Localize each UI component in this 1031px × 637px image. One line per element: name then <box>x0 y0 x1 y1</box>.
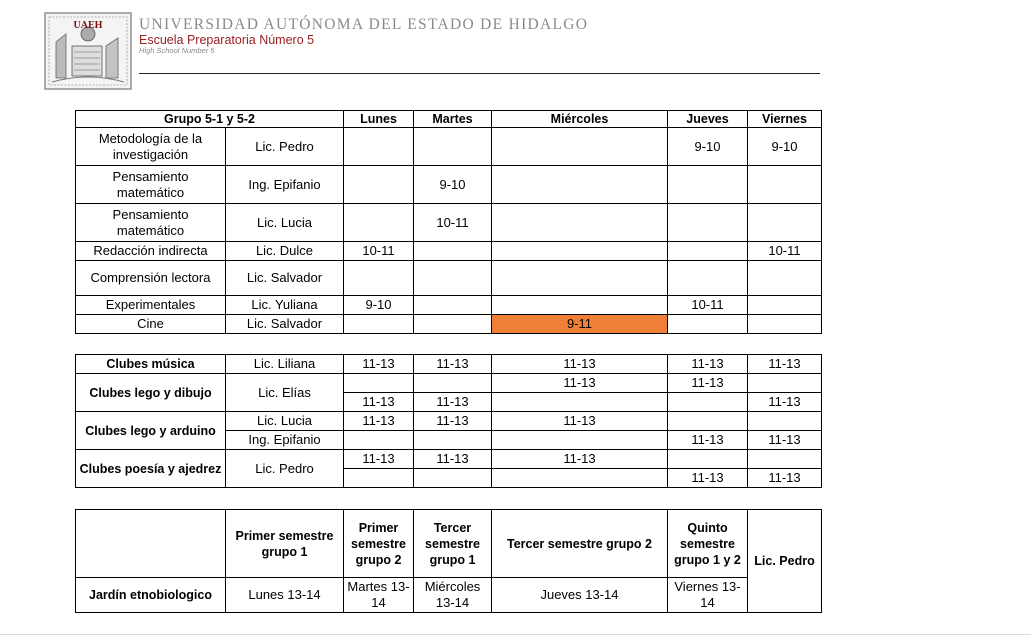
time-cell: 11-13 <box>492 450 668 469</box>
time-cell: 9-10 <box>414 166 492 204</box>
teacher-cell: Lic. Salvador <box>226 261 344 296</box>
schedule-header-day: Miércoles <box>492 111 668 128</box>
time-cell <box>748 315 822 334</box>
time-cell <box>492 128 668 166</box>
time-cell: 11-13 <box>492 355 668 374</box>
time-cell <box>344 374 414 393</box>
time-cell: 9-10 <box>668 128 748 166</box>
schedule-row <box>76 242 822 261</box>
time-cell <box>344 204 414 242</box>
schedule-header-day: Jueves <box>668 111 748 128</box>
garden-header-empty <box>76 510 226 578</box>
garden-table <box>75 509 822 613</box>
club-row <box>76 450 822 469</box>
time-cell <box>668 450 748 469</box>
time-cell: 11-13 <box>344 393 414 412</box>
garden-header: Primer semestre grupo 1 <box>226 510 344 578</box>
teacher-cell: Lic. Pedro <box>226 450 344 488</box>
schedule-header-day: Viernes <box>748 111 822 128</box>
schedule-header-day: Lunes <box>344 111 414 128</box>
time-cell: 11-13 <box>492 374 668 393</box>
time-cell <box>414 128 492 166</box>
time-cell <box>344 261 414 296</box>
time-cell <box>492 393 668 412</box>
clubs-table <box>75 354 822 488</box>
time-cell: 11-13 <box>748 431 822 450</box>
club-row <box>76 374 822 393</box>
time-cell: 10-11 <box>668 296 748 315</box>
teacher-cell: Ing. Epifanio <box>226 166 344 204</box>
club-name-cell: Clubes lego y dibujo <box>76 374 226 412</box>
schedule-row <box>76 315 822 334</box>
time-cell <box>668 412 748 431</box>
teacher-cell: Lic. Salvador <box>226 315 344 334</box>
garden-header: Tercer semestre grupo 1 <box>414 510 492 578</box>
time-cell <box>414 242 492 261</box>
schedule-row <box>76 204 822 242</box>
time-cell: Jueves 13-14 <box>492 578 668 613</box>
time-cell: 10-11 <box>748 242 822 261</box>
time-cell <box>344 315 414 334</box>
schedule-row <box>76 296 822 315</box>
time-cell: 11-13 <box>414 412 492 431</box>
header-divider <box>139 73 820 74</box>
teacher-cell: Lic. Lucia <box>226 204 344 242</box>
time-cell <box>492 204 668 242</box>
time-cell <box>748 412 822 431</box>
garden-name-cell: Jardín etnobiologico <box>76 578 226 613</box>
subject-cell: Pensamiento matemático <box>76 166 226 204</box>
garden-header-row <box>76 510 822 578</box>
garden-teacher-cell: Lic. Pedro <box>748 510 822 613</box>
time-cell <box>668 204 748 242</box>
school-name: Escuela Preparatoria Número 5 <box>139 33 315 47</box>
time-cell <box>414 261 492 296</box>
svg-text:UAEH: UAEH <box>73 20 103 31</box>
time-cell: Miércoles 13-14 <box>414 578 492 613</box>
subject-cell: Pensamiento matemático <box>76 204 226 242</box>
club-row <box>76 412 822 431</box>
schedule-row <box>76 166 822 204</box>
time-cell <box>748 450 822 469</box>
time-cell: 10-11 <box>414 204 492 242</box>
time-cell <box>748 296 822 315</box>
schedule-header-row <box>76 111 822 128</box>
time-cell <box>668 315 748 334</box>
time-cell: 11-13 <box>344 355 414 374</box>
footer-divider <box>0 634 1031 635</box>
time-cell <box>414 431 492 450</box>
subject-cell: Metodología de la investigación <box>76 128 226 166</box>
time-cell <box>492 261 668 296</box>
time-cell: 11-13 <box>748 393 822 412</box>
teacher-cell: Lic. Yuliana <box>226 296 344 315</box>
teacher-cell: Lic. Pedro <box>226 128 344 166</box>
time-cell: 11-13 <box>344 412 414 431</box>
time-cell-highlighted: 9-11 <box>492 315 668 334</box>
school-name-english: High School Number 5 <box>139 46 215 55</box>
time-cell <box>344 431 414 450</box>
time-cell: 9-10 <box>344 296 414 315</box>
time-cell: 11-13 <box>414 393 492 412</box>
time-cell <box>492 431 668 450</box>
time-cell: 11-13 <box>668 469 748 488</box>
time-cell: 11-13 <box>414 355 492 374</box>
teacher-cell: Lic. Dulce <box>226 242 344 261</box>
time-cell <box>748 374 822 393</box>
garden-header: Quinto semestre grupo 1 y 2 <box>668 510 748 578</box>
time-cell <box>344 128 414 166</box>
time-cell <box>344 469 414 488</box>
time-cell <box>414 469 492 488</box>
time-cell <box>748 261 822 296</box>
time-cell: Martes 13-14 <box>344 578 414 613</box>
time-cell: Viernes 13-14 <box>668 578 748 613</box>
subject-cell: Comprensión lectora <box>76 261 226 296</box>
university-name: UNIVERSIDAD AUTÓNOMA DEL ESTADO DE HIDALGO <box>139 16 589 33</box>
time-cell <box>492 296 668 315</box>
time-cell <box>668 261 748 296</box>
teacher-cell: Ing. Epifanio <box>226 431 344 450</box>
club-name-cell: Clubes lego y arduino <box>76 412 226 450</box>
time-cell <box>748 204 822 242</box>
time-cell: 11-13 <box>668 431 748 450</box>
schedule-row <box>76 128 822 166</box>
time-cell: 11-13 <box>668 374 748 393</box>
teacher-cell: Lic. Lucia <box>226 412 344 431</box>
time-cell <box>668 166 748 204</box>
schedule-header-group: Grupo 5-1 y 5-2 <box>76 111 344 128</box>
club-name-cell: Clubes poesía y ajedrez <box>76 450 226 488</box>
time-cell: 11-13 <box>748 469 822 488</box>
time-cell <box>492 242 668 261</box>
garden-header: Tercer semestre grupo 2 <box>492 510 668 578</box>
time-cell <box>344 166 414 204</box>
schedule-table <box>75 110 822 334</box>
time-cell: 10-11 <box>344 242 414 261</box>
time-cell <box>748 166 822 204</box>
time-cell <box>414 296 492 315</box>
schedule-header-day: Martes <box>414 111 492 128</box>
time-cell <box>414 315 492 334</box>
teacher-cell: Lic. Elías <box>226 374 344 412</box>
garden-row <box>76 578 822 613</box>
club-name-cell: Clubes música <box>76 355 226 374</box>
time-cell: 11-13 <box>414 450 492 469</box>
subject-cell: Cine <box>76 315 226 334</box>
time-cell <box>492 166 668 204</box>
time-cell: 11-13 <box>344 450 414 469</box>
teacher-cell: Lic. Liliana <box>226 355 344 374</box>
subject-cell: Experimentales <box>76 296 226 315</box>
time-cell: 11-13 <box>492 412 668 431</box>
club-row <box>76 355 822 374</box>
time-cell: 11-13 <box>748 355 822 374</box>
time-cell <box>414 374 492 393</box>
garden-header: Primer semestre grupo 2 <box>344 510 414 578</box>
time-cell: 9-10 <box>748 128 822 166</box>
time-cell <box>668 393 748 412</box>
subject-cell: Redacción indirecta <box>76 242 226 261</box>
time-cell <box>668 242 748 261</box>
time-cell: Lunes 13-14 <box>226 578 344 613</box>
schedule-row <box>76 261 822 296</box>
time-cell <box>492 469 668 488</box>
time-cell: 11-13 <box>668 355 748 374</box>
uaeh-seal-logo <box>44 12 132 90</box>
